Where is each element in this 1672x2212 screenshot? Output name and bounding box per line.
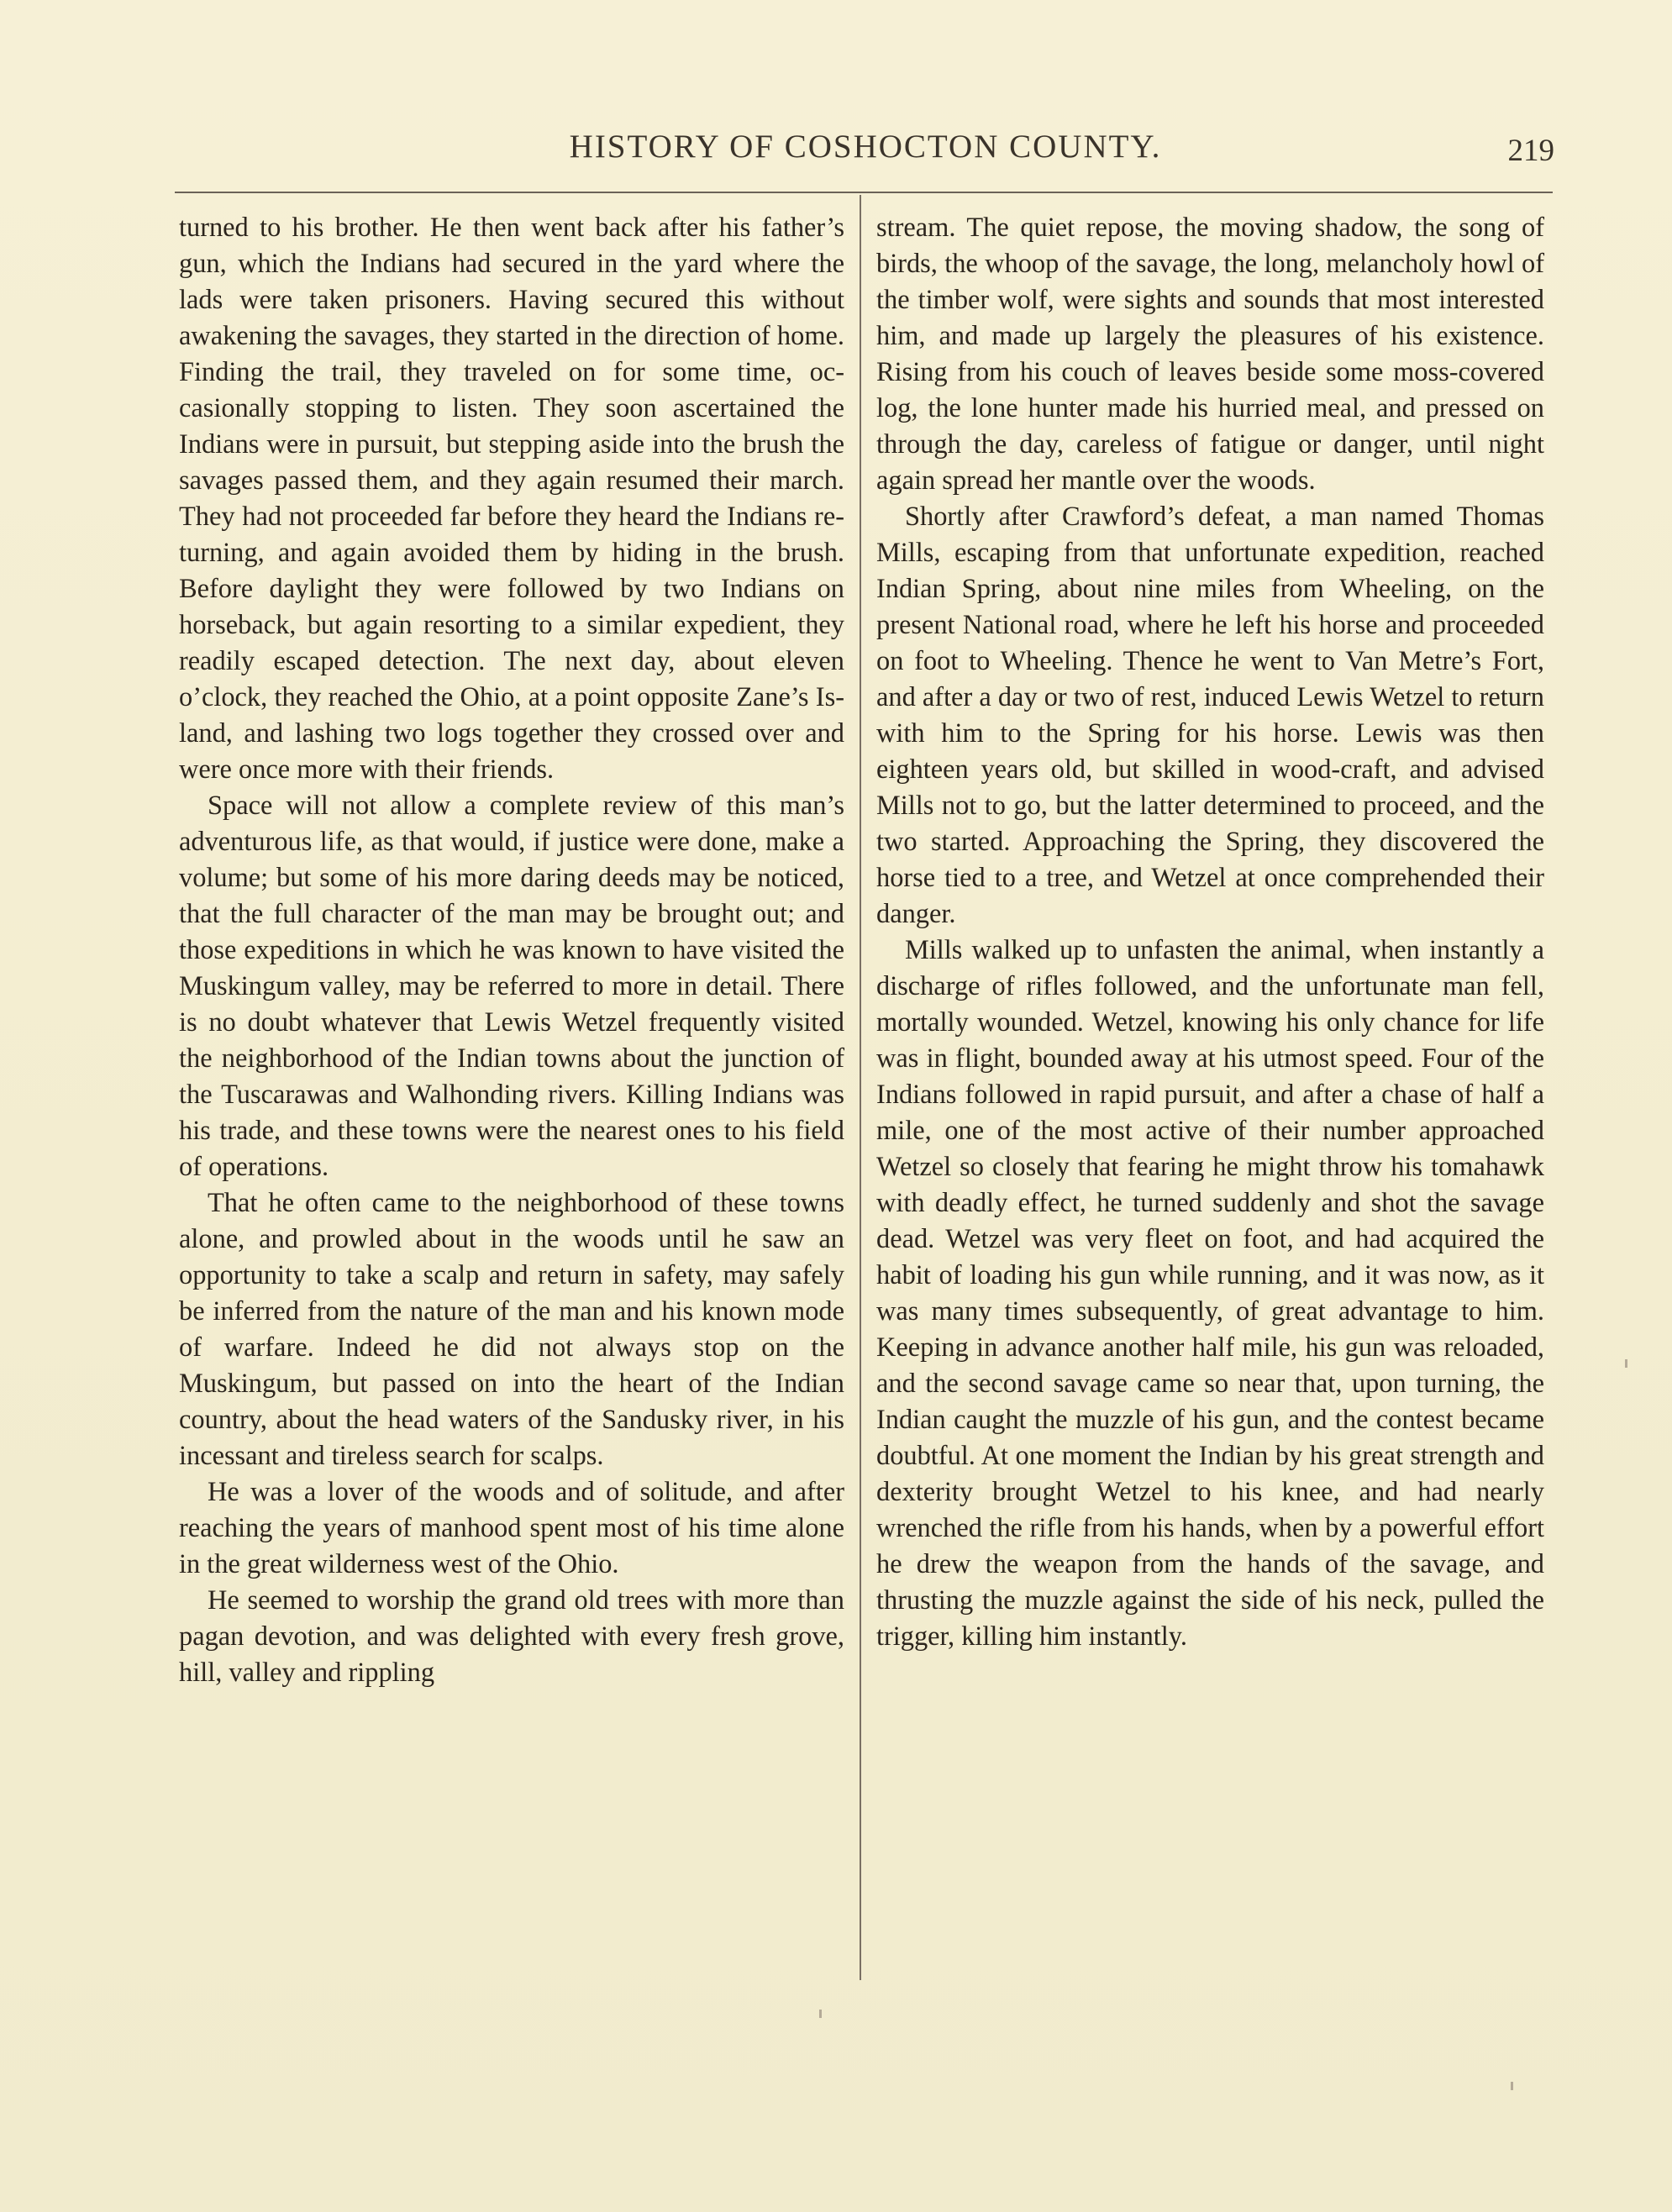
paragraph: He seemed to worship the grand old trees with more than pagan devotion, and was delighted with every fresh grove, hill, valley and rippling (179, 1585, 844, 1688)
paragraph: That he often came to the neighborhood of these towns alone, and prowled about in the woods until he saw an opportunity to take a scalp and return in safety, may safely be inferred from the nature of the man and his known mode of warfare. Indeed he did not always stop on the Muskingum, but passed on into the heart of the Indian country, about the head waters of the Sandusky river, in his incessant and tireless search for scalps. (179, 1188, 844, 1471)
header-rule (175, 192, 1553, 193)
paragraph: turned to his brother. He then went back after his father’s gun, which the Indians had secured in the yard where the lads were taken prisoners. Having secured this without awakening the savages, they started in the direction of home. Finding the trail, they traveled on for some time, occasionally stopping to listen. They soon ascertained the Indians were in pursuit, but stepping aside into the brush the savages passed them, and they again resumed their march. They had not proceeded far before they heard the Indians returning, and again avoided them by hiding in the brush. Before daylight they were followed by two Indians on horseback, but again resorting to a similar expedient, they readily escaped detection. The next day, about eleven o’clock, they reached the Ohio, at a point opposite Zane’s Island, and lashing two logs together they crossed over and were once more with their friends. (179, 213, 844, 785)
left-column (179, 210, 844, 1691)
running-title: HISTORY OF COSHOCTON COUNTY. (569, 129, 1162, 165)
paragraph: stream. The quiet repose, the moving shadow, the song of birds, the whoop of the savage, the long, melancholy howl of the timber wolf, were sights and sounds that most interested him, and made up largely the pleasures of his existence. Rising from his couch of leaves beside some moss-covered log, the lone hunter made his hurried meal, and pressed on through the day, careless of fatigue or danger, until night again spread her mantle over the woods. (876, 213, 1544, 496)
paragraph: Space will not allow a complete review of this man’s adventurous life, as that would, if justice were done, make a volume; but some of his more daring deeds may be noticed, that the full character of the man may be brought out; and those expeditions in which he was known to have visited the Muskingum valley, may be referred to more in detail. There is no doubt whatever that Lewis Wetzel frequently visited the neighborhood of the Indian towns about the junction of the Tuscarawas and Walhonding rivers. Killing Indians was his trade, and these towns were the nearest ones to his field of operations. (179, 791, 844, 1182)
running-head (176, 128, 1554, 178)
print-speck (819, 2010, 822, 2018)
paragraph: Shortly after Crawford’s defeat, a man named Thomas Mills, escaping from that unfortunate expedition, reached Indian Spring, about nine miles from Wheeling, on the present National road, where he left his horse and proceeded on foot to Wheeling. Thence he went to Van Metre’s Fort, and after a day or two of rest, induced Lewis Wetzel to return with him to the Spring for his horse. Lewis was then eighteen years old, but skilled in wood-craft, and advised Mills not to go, but the latter determined to proceed, and the two started. Approaching the Spring, they discovered the horse tied to a tree, and Wetzel at once comprehended their danger. (876, 502, 1544, 929)
paragraph: He was a lover of the woods and of solitude, and after reaching the years of manhood spent most of his time alone in the great wilderness west of the Ohio. (179, 1477, 844, 1579)
column-divider (860, 195, 861, 1980)
right-column (876, 210, 1544, 1655)
page-number: 219 (1507, 134, 1554, 168)
print-speck (1511, 2082, 1513, 2090)
paragraph: Mills walked up to unfasten the animal, when instantly a discharge of rifles followed, and the unfortunate man fell, mortally wounded. Wetzel, knowing his only chance for life was in flight, bounded away at his utmost speed. Four of the Indians followed in rapid pursuit, and after a chase of half a mile, one of the most active of their number approached Wetzel so closely that fearing he might throw his tomahawk with deadly effect, he turned suddenly and shot the savage dead. Wetzel was very fleet on foot, and had acquired the habit of loading his gun while running, and it was now, as it was many times subsequently, of great advantage to him. Keeping in advance another half mile, his gun was reloaded, and the second savage came so near that, upon turning, the Indian caught the muzzle of his gun, and the contest became doubtful. At one moment the Indian by his great strength and dexterity brought Wetzel to his knee, and had nearly wrenched the rifle from his hands, when by a powerful effort he drew the weapon from the hands of the savage, and thrusting the muzzle against the side of his neck, pulled the trigger, killing him instantly. (876, 935, 1544, 1652)
print-speck (1625, 1359, 1627, 1368)
